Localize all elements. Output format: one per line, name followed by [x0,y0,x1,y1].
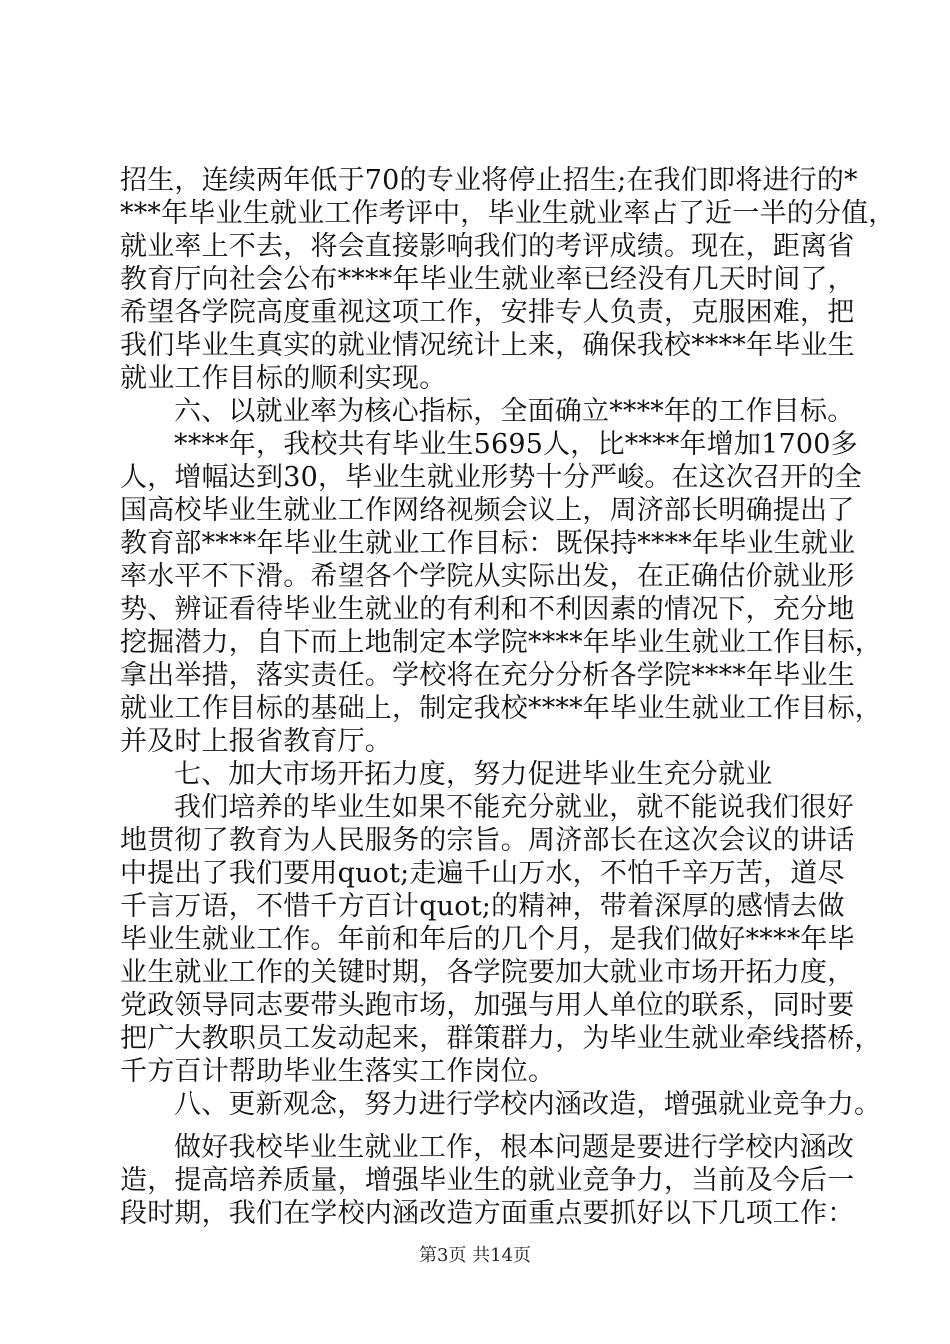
text-line: 希望各学院高度重视这项工作，安排专人负责，克服困难，把 [120,297,855,328]
text-line: 教育部****年毕业生就业工作目标：既保持****年毕业生就业 [120,528,856,559]
text-line: 势、辨证看待毕业生就业的有利和不利因素的情况下，充分地 [120,594,855,625]
section-heading: 七、加大市场开拓力度，努力促进毕业生充分就业 [174,759,773,790]
text-line: 做好我校毕业生就业工作，根本问题是要进行学校内涵改 [174,1132,854,1163]
text-line: ***年毕业生就业工作考评中，毕业生就业率占了近一半的分值， [120,198,896,229]
text-line: 就业工作目标的基础上，制定我校****年毕业生就业工作目标， [120,693,882,724]
text-line: 毕业生就业工作。年前和年后的几个月，是我们做好****年毕 [120,924,855,955]
text-line: 就业工作目标的顺利实现。 [120,363,447,394]
page-number: 第3页 共14页 [418,1245,532,1266]
text-line: 段时期，我们在学校内涵改造方面重点要抓好以下几项工作： [120,1198,855,1229]
text-line: 率水平不下滑。希望各个学院从实际出发，在正确估价就业形 [120,561,855,592]
text-line: 挖掘潜力，自下而上地制定本学院****年毕业生就业工作目标， [120,627,882,658]
text-line: 就业率上不去，将会直接影响我们的考评成绩。现在，距离省 [120,231,855,262]
text-line: 地贯彻了教育为人民服务的宗旨。周济部长在这次会议的讲话 [120,825,855,856]
text-line: 拿出举措，落实责任。学校将在充分分析各学院****年毕业生 [120,660,855,691]
text-line: ****年，我校共有毕业生5695人，比****年增加1700多 [174,429,858,460]
text-line: 业生就业工作的关键时期，各学院要加大就业市场开拓力度， [120,957,855,988]
text-line: 造，提高培养质量，增强毕业生的就业竞争力，当前及今后一 [120,1165,855,1196]
text-line: 并及时上报省教育厅。 [120,726,392,757]
text-line: 千言万语，不惜千方百计quot;的精神，带着深厚的感情去做 [120,891,845,922]
text-line: 我们培养的毕业生如果不能充分就业，就不能说我们很好 [174,792,854,823]
text-line: 党政领导同志要带头跑市场，加强与用人单位的联系，同时要 [120,990,855,1021]
text-line: 国高校毕业生就业工作网络视频会议上，周济部长明确提出了 [120,495,855,526]
section-heading: 六、以就业率为核心指标，全面确立****年的工作目标。 [174,396,855,427]
text-line: 中提出了我们要用quot;走遍千山万水，不怕千辛万苦，道尽 [120,858,845,889]
text-line: 把广大教职员工发动起来，群策群力，为毕业生就业牵线搭桥， [120,1023,882,1054]
section-heading: 八、更新观念，努力进行学校内涵改造，增强就业竞争力。 [174,1089,882,1120]
text-line: 我们毕业生真实的就业情况统计上来，确保我校****年毕业生 [120,330,855,361]
text-line: 教育厅向社会公布****年毕业生就业率已经没有几天时间了， [120,264,855,295]
text-line: 千方百计帮助毕业生落实工作岗位。 [120,1056,556,1087]
text-line: 招生，连续两年低于70的专业将停止招生;在我们即将进行的* [120,165,858,196]
text-line: 人，增幅达到30，毕业生就业形势十分严峻。在这次召开的全 [120,462,862,493]
